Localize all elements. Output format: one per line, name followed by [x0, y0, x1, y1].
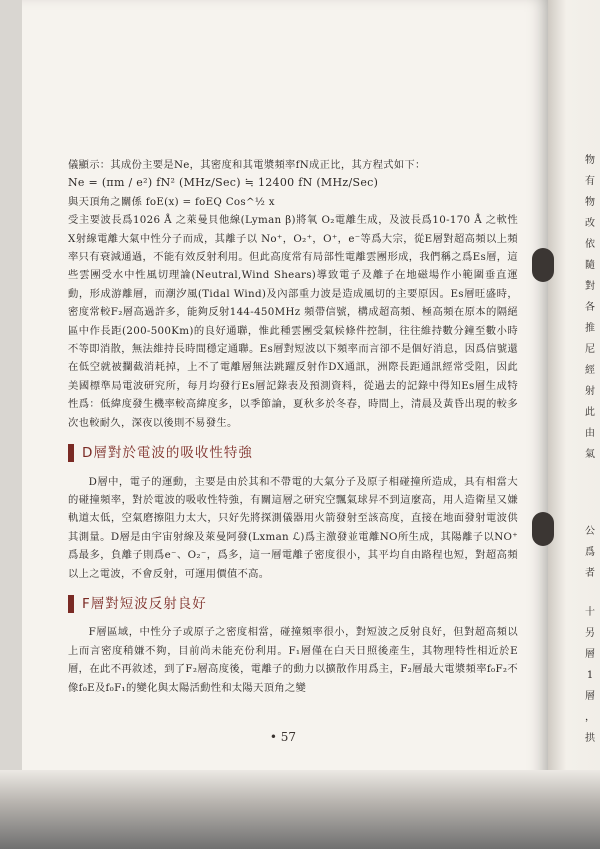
- paragraph-f-layer: F層區域，中性分子或原子之密度相當，碰撞頻率很小，對短波之反射良好，但對超高頻以上而言密度稍嫌不夠，目前尚未能充份利用。F₁層僅在白天日照後產生，其物理特性相近於E層，在此不再敘述，到了F₂層高度後，電離子的動力以擴散作用爲主，F₂層最大電漿頻率f₀F₂不像f₀E及f₀F₁的變化與太陽活動性和太陽天頂角之變: [68, 626, 518, 694]
- right-page-char: 1: [586, 670, 594, 681]
- paragraph-e-layer: 受主要波長爲1026 Å 之萊曼貝他線(Lyman β)將氧 O₂電離生成，及波長爲10-170 Å 之軟性X射線電離大氣中性分子而成，其離子以 No⁺，O₂⁺，O⁺，e⁻等爲大宗，從E層對超高頻以上頻率只有衰減通過，不能有效反射利用。但此高度常有局部性電離雲團形成，我們稱之爲Es層，這些雲團受水中性風切理論(Neutral,Wind Shears)導致電子及離子在地磁場作小範圍垂直運動，形成游離層，而潮汐風(Tidal Wind)及內部重力波是造成風切的主要原因。Es層旺盛時，密度常較F₂層高過許多，能夠反射144-450MHz 頻帶信號，構成超高頻、極高頻在原本的隔絕區中作長距(200-500Km)的良好通聯，惟此種雲團受氣候條件控制，往往維持數分鐘至數小時不等即消散，無法維持長時間穩定通聯。Es層對短波以下頻率而言卻不是個好消息，因爲信號還在低空就被攔截消耗掉，上不了電離層無法跳躍反射作DX通訊，洲際長距通訊經常受阻，因此美國標準局電波研究所，每月均發行Es層記錄表及預測資料，從過去的記錄中得知Es層生成特性爲：低緯度發生機率較高緯度多，以季節論，夏秋多於冬春，時間上，清晨及黃昏出現的較多次也較耐久，深夜以後則不易發生。: [68, 214, 518, 429]
- paragraph-d-layer: D層中，電子的運動，主要是由於其和不帶電的大氣分子及原子相碰撞所造成，具有相當大的碰撞頻率，對於電波的吸收性特強，有關這層之研究空飄氣球昇不到這麼高，用人造衛星又嫌軌道太低，空氣磨擦阻力太大，只好先將探測儀器用火箭發射至該高度，直接在地面發射電波供其測量。D層是由宇宙射線及萊曼阿發(Lxman ℒ)爲主激發並電離NO所生成，其陽離子以NO⁺爲最多，負離子則爲e⁻、O₂⁻，爲多，這一層電離子密度很小，其平均自由路程也短，對超高頻以上之電波，不會反射，可運用價值不高。: [68, 475, 518, 580]
- heading-bar-icon: [68, 444, 74, 462]
- right-page-char: 尼: [585, 344, 595, 355]
- scan-bottom-shadow: [0, 770, 600, 849]
- right-page-char: 氣: [585, 449, 595, 460]
- right-page-char: 隨: [585, 260, 595, 271]
- right-page-text-column: [582, 150, 598, 749]
- right-page-char: 物: [585, 155, 595, 166]
- right-page-char: 層: [585, 691, 595, 702]
- right-page-char: 公: [585, 526, 595, 537]
- section-heading-d-layer: [68, 444, 518, 462]
- right-page-char: 由: [585, 428, 595, 439]
- right-page-char: 拱: [585, 733, 595, 744]
- right-page-char: 對: [585, 281, 595, 292]
- plasma-frequency-formula: Ne = (πm / e²) fN² (MHz/Sec) ≒ 12400 fN (MHz/Sec): [68, 176, 379, 190]
- right-page-char: 層: [585, 649, 595, 660]
- right-page-char: ，: [585, 712, 595, 723]
- right-page-char: 各: [585, 302, 595, 313]
- page-number: • 57: [269, 730, 297, 744]
- right-page-char: 者: [585, 568, 595, 579]
- binder-hole-top: [532, 248, 554, 282]
- binder-hole-bottom: [532, 512, 554, 546]
- right-page-gap: [582, 584, 598, 602]
- heading-bar-icon: [68, 595, 74, 613]
- right-page-char: 推: [585, 323, 595, 334]
- right-page-char: 射: [585, 386, 595, 397]
- right-page-char: 改: [585, 218, 595, 229]
- right-page-char: 爲: [585, 547, 595, 558]
- right-page-char: 依: [585, 239, 595, 250]
- right-page-char: 經: [585, 365, 595, 376]
- zenith-angle-relation: 與天頂角之關係 foE(x) = foEQ Cos^½ x: [68, 195, 275, 208]
- right-page-char: 有: [585, 176, 595, 187]
- right-page-char: 此: [585, 407, 595, 418]
- right-page-gap: [582, 465, 598, 521]
- right-page-char: 另: [585, 628, 595, 639]
- right-page-char: 物: [585, 197, 595, 208]
- section-heading-f-layer: [68, 595, 518, 613]
- heading-f-text: F層對短波反射良好: [82, 595, 207, 612]
- intro-line: 儀顯示：其成份主要是Ne，其密度和其電漿頻率fN成正比，其方程式如下：: [68, 159, 426, 171]
- page-content: [68, 156, 518, 697]
- right-page-char: 十: [585, 607, 595, 618]
- heading-d-text: D層對於電波的吸收性特強: [82, 445, 253, 462]
